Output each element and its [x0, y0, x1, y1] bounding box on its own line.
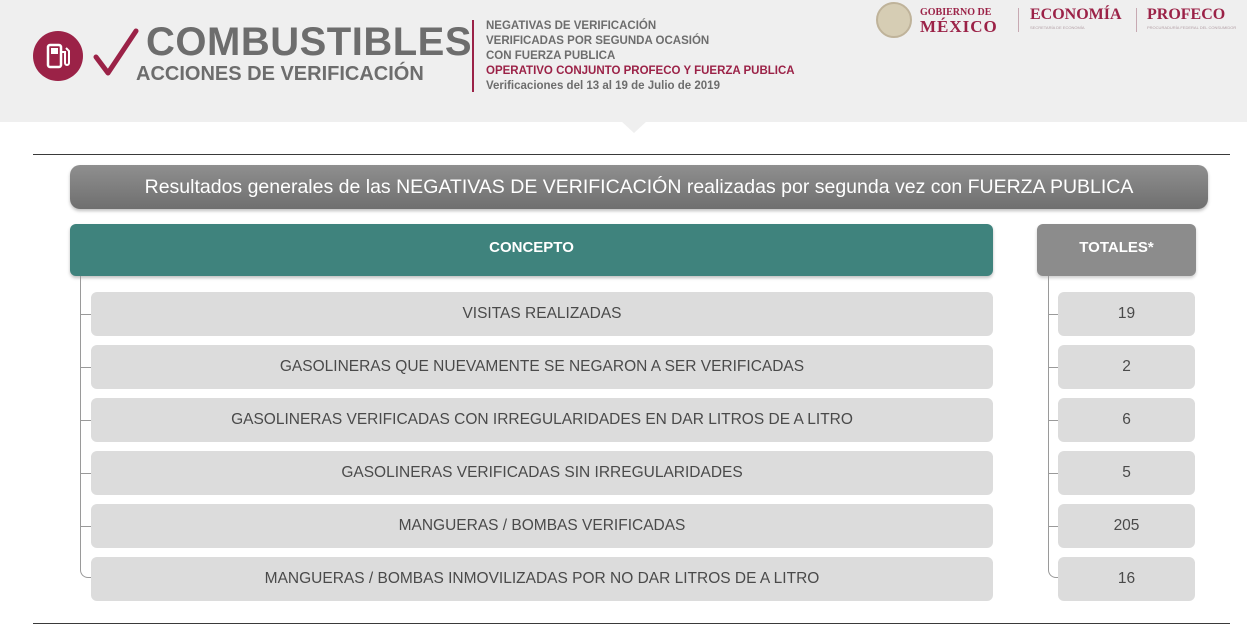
bracket-tick [80, 473, 91, 474]
gob-big-text: MÉXICO [920, 17, 998, 36]
bracket-tick [80, 367, 91, 368]
profeco-logo: PROFECO [1147, 6, 1226, 23]
header-notch [621, 121, 647, 133]
economia-subtitle: SECRETARÍA DE ECONOMÍA [1030, 25, 1085, 30]
concept-row: MANGUERAS / BOMBAS INMOVILIZADAS POR NO DAR LITROS DE A LITRO [91, 557, 993, 601]
concept-header: CONCEPTO [70, 224, 993, 276]
bracket-tick [1048, 314, 1058, 315]
bracket-tick [80, 420, 91, 421]
info-highlight: OPERATIVO CONJUNTO PROFECO Y FUERZA PUBLICA [486, 65, 795, 77]
results-banner: Resultados generales de las NEGATIVAS DE VERIFICACIÓN realizadas por segunda vez con FUERZA PUBLICA [70, 165, 1208, 209]
header-bar [0, 0, 1247, 122]
bracket-tick [1048, 367, 1058, 368]
economia-logo: ECONOMÍA [1030, 6, 1122, 23]
concept-row: MANGUERAS / BOMBAS VERIFICADAS [91, 504, 993, 548]
bracket-tick [1048, 473, 1058, 474]
bracket-tick [80, 526, 91, 527]
profeco-subtitle: PROCURADURÍA FEDERAL DEL CONSUMIDOR [1147, 25, 1237, 30]
gobierno-logo [876, 2, 998, 38]
brand-title: COMBUSTIBLES [146, 20, 472, 64]
bottom-rule [33, 623, 1230, 624]
logo-separator [1136, 8, 1137, 32]
total-cell: 5 [1058, 451, 1195, 495]
concept-row: GASOLINERAS QUE NUEVAMENTE SE NEGARON A SER VERIFICADAS [91, 345, 993, 389]
gob-small-text: GOBIERNO DE [920, 7, 992, 18]
total-cell: 16 [1058, 557, 1195, 601]
bracket-tick [80, 314, 91, 315]
concept-row: GASOLINERAS VERIFICADAS SIN IRREGULARIDADES [91, 451, 993, 495]
info-line: NEGATIVAS DE VERIFICACIÓN [486, 20, 657, 32]
mexico-seal-icon [876, 2, 912, 38]
total-cell: 6 [1058, 398, 1195, 442]
total-cell: 205 [1058, 504, 1195, 548]
bracket-tick [1048, 420, 1058, 421]
logo-separator [1018, 8, 1019, 32]
total-cell: 2 [1058, 345, 1195, 389]
header-info [486, 19, 795, 94]
bracket-tick [1048, 526, 1058, 527]
totals-header: TOTALES* [1037, 224, 1196, 276]
concept-row: VISITAS REALIZADAS [91, 292, 993, 336]
total-cell: 19 [1058, 292, 1195, 336]
fuel-pump-icon [33, 31, 83, 81]
header-divider [472, 20, 474, 92]
concept-row: GASOLINERAS VERIFICADAS CON IRREGULARIDADES EN DAR LITROS DE A LITRO [91, 398, 993, 442]
info-line: VERIFICADAS POR SEGUNDA OCASIÓN [486, 35, 710, 47]
info-dates: Verificaciones del 13 al 19 de Julio de 2019 [486, 80, 720, 92]
check-mark-icon [92, 27, 140, 79]
top-rule [33, 154, 1230, 155]
totals-bracket [1048, 276, 1058, 578]
info-line: CON FUERZA PUBLICA [486, 50, 616, 62]
brand-subtitle: ACCIONES DE VERIFICACIÓN [136, 63, 424, 85]
